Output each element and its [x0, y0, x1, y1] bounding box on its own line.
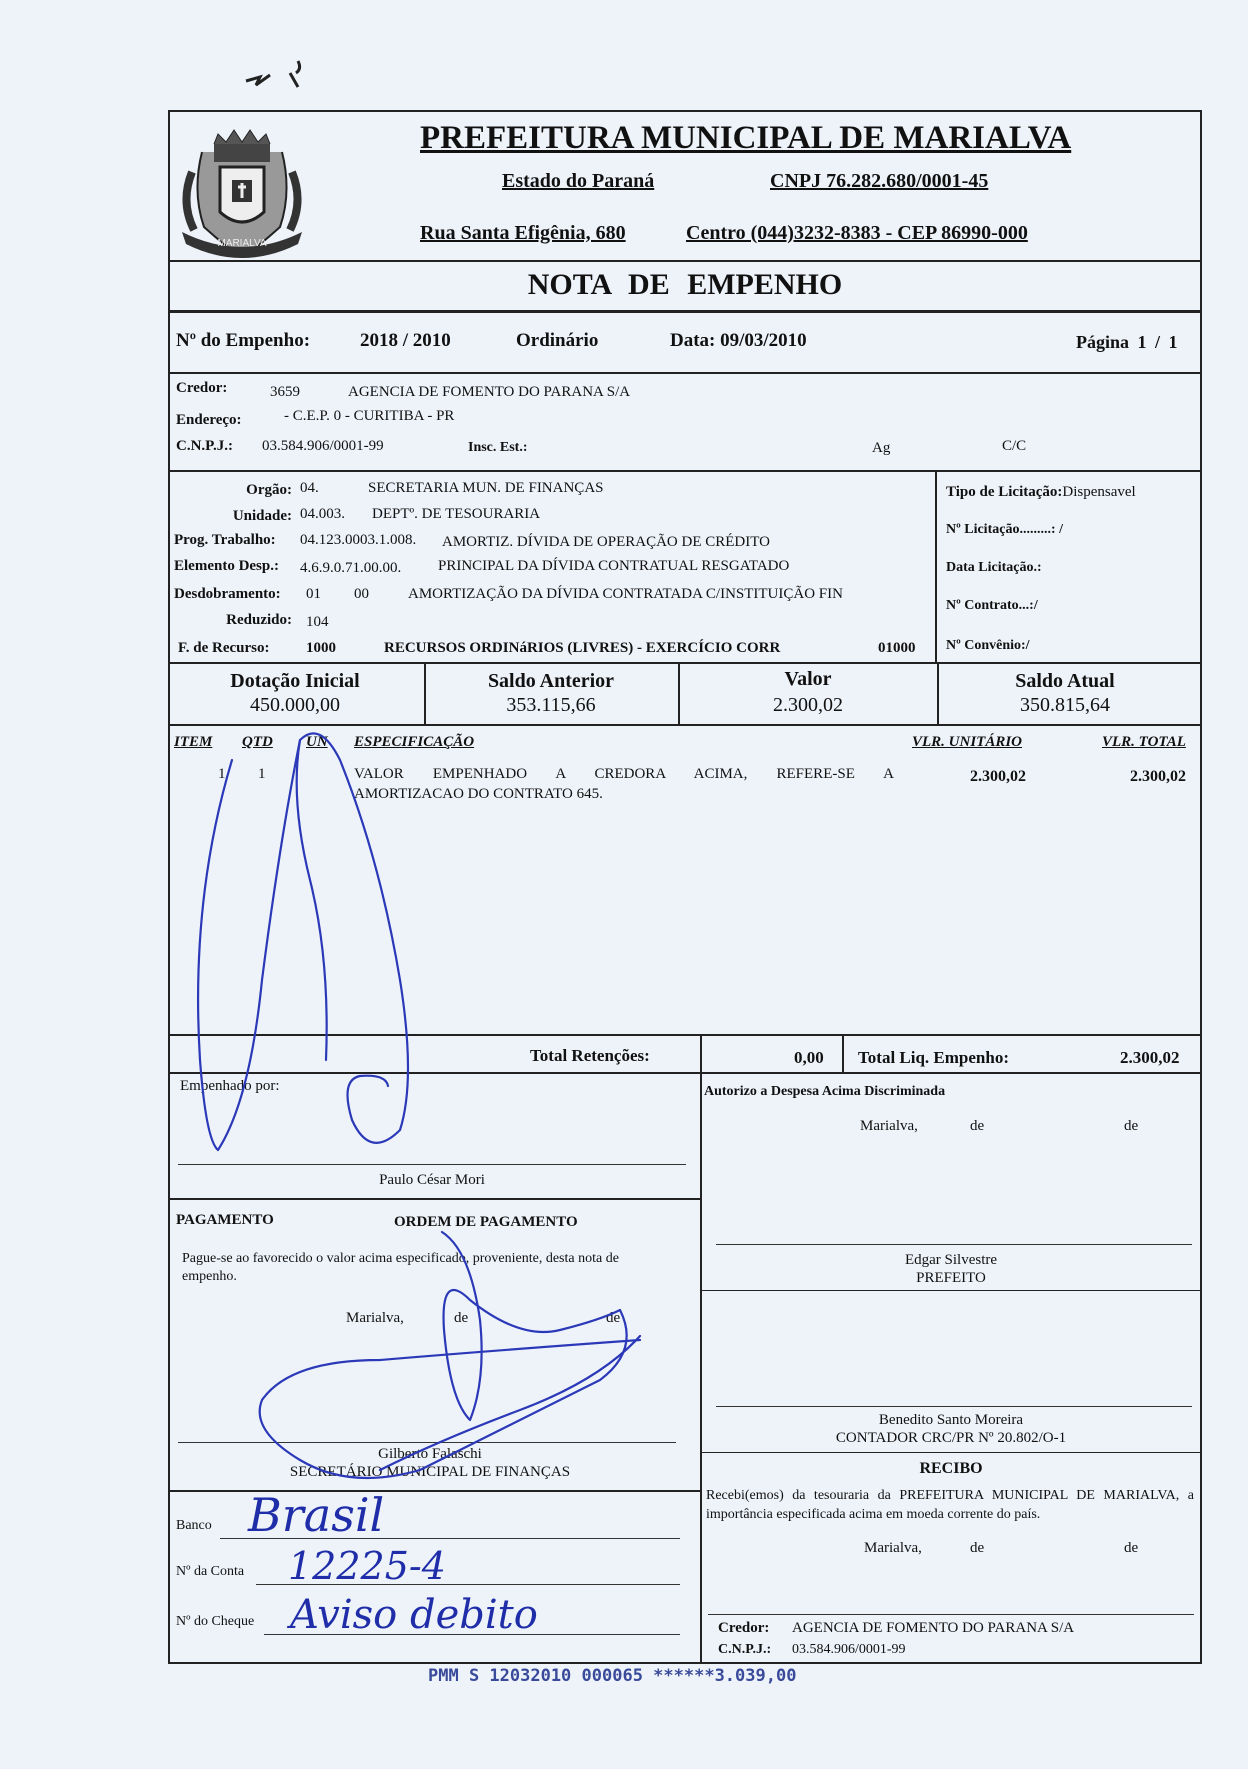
unidade-label: Unidade:	[232, 508, 292, 524]
desdobramento-code: 01	[306, 586, 321, 602]
recurso-label: F. de Recurso:	[178, 640, 270, 656]
credor-name: AGENCIA DE FOMENTO DO PARANA S/A	[348, 384, 631, 400]
top-mark	[240, 55, 330, 95]
orgao-code: 04.	[300, 480, 319, 496]
pagamento-de-1: de	[454, 1310, 469, 1326]
elemento-description: PRINCIPAL DA DÍVIDA CONTRATUAL RESGATADO	[438, 558, 790, 574]
saldo-anterior-label: Saldo Anterior	[487, 670, 615, 692]
empenho-number-label: Nº do Empenho:	[176, 330, 311, 351]
tipo-licitacao-value: Dispensavel	[1062, 484, 1136, 500]
col-qtd-header: QTD	[242, 734, 273, 750]
empenho-type: Ordinário	[516, 330, 599, 351]
dotacao-inicial-value: 450.000,00	[250, 694, 340, 716]
total-retencoes-label: Total Retenções:	[530, 1046, 650, 1065]
secretario-name: Gilberto Falaschi	[378, 1446, 482, 1462]
svg-text:MARIALVA: MARIALVA	[217, 238, 267, 249]
recurso-code-2: 01000	[878, 640, 916, 656]
item-description-line-2: AMORTIZACAO DO CONTRATO 645.	[354, 786, 603, 802]
secretario-title: SECRETÁRIO MUNICIPAL DE FINANÇAS	[289, 1464, 571, 1480]
prefeito-name: Edgar Silvestre	[904, 1252, 998, 1268]
recibo-cnpj-label: C.N.P.J.:	[718, 1642, 772, 1657]
elemento-code: 4.6.9.0.71.00.00.	[300, 560, 402, 576]
total-retencoes-value: 0,00	[794, 1048, 824, 1067]
checking-account-label: C/C	[1002, 438, 1027, 454]
programa-label: Prog. Trabalho:	[174, 532, 276, 548]
item-total-value: 2.300,02	[1130, 768, 1186, 785]
contador-name: Benedito Santo Moreira	[878, 1412, 1024, 1428]
credor-address: - C.E.P. 0 - CURITIBA - PR	[284, 408, 455, 424]
banco-label: Banco	[176, 1518, 212, 1533]
recibo-title: RECIBO	[919, 1460, 983, 1477]
col-valor-total-header: VLR. TOTAL	[1102, 734, 1186, 750]
cheque-handwritten-value: Aviso debito	[290, 1592, 538, 1638]
item-quantity: 1	[258, 766, 266, 782]
programa-code: 04.123.0003.1.008.	[300, 532, 417, 548]
cnpj-label: C.N.P.J.:	[176, 438, 233, 454]
data-licitacao: Data Licitação.:	[946, 560, 1042, 575]
item-description-line-1: VALOR EMPENHADO A CREDORA ACIMA, REFERE-SE A	[354, 766, 894, 782]
total-liquido-value: 2.300,02	[1120, 1048, 1180, 1067]
cheque-label: Nº do Cheque	[176, 1614, 255, 1629]
programa-description: AMORTIZ. DÍVIDA DE OPERAÇÃO DE CRÉDITO	[442, 534, 770, 550]
pagamento-label: PAGAMENTO	[176, 1212, 274, 1228]
state-name: Estado do Paraná	[502, 170, 655, 192]
col-especificacao-header: ESPECIFICAÇÃO	[354, 734, 475, 750]
autorizo-text: Autorizo a Despesa Acima Discriminada	[704, 1084, 946, 1099]
saldo-atual-label: Saldo Atual	[1015, 670, 1115, 692]
ordem-pagamento-title: ORDEM DE PAGAMENTO	[394, 1214, 578, 1230]
reduzido-label: Reduzido:	[226, 612, 292, 628]
orgao-label: Orgão:	[246, 482, 292, 498]
document-title: NOTA DE EMPENHO	[527, 268, 843, 301]
desdobramento-description: AMORTIZAÇÃO DA DÍVIDA CONTRATADA C/INSTITUIÇÃO FIN	[408, 586, 843, 602]
empenhado-por-name: Paulo César Mori	[379, 1172, 485, 1188]
recurso-description: RECURSOS ORDINáRIOS (LIVRES) - EXERCÍCIO CORR	[384, 640, 781, 656]
pagamento-text: Pague-se ao favorecido o valor acima especificado, proveniente, desta nota de empenho.	[182, 1251, 619, 1284]
tipo-licitacao-label-text: Tipo de Licitação:	[946, 484, 1063, 500]
col-un-header: UN	[306, 734, 328, 750]
pagamento-local: Marialva,	[346, 1310, 404, 1326]
coat-of-arms-emblem	[172, 112, 312, 262]
banco-handwritten-value: Brasil	[248, 1488, 385, 1542]
saldo-atual-value: 350.815,64	[1020, 694, 1110, 716]
insc-est-label: Insc. Est.:	[468, 440, 528, 455]
valor-value: 2.300,02	[773, 694, 843, 716]
item-number: 1	[218, 766, 226, 782]
autorizo-de-1: de	[970, 1118, 985, 1134]
recibo-de-2: de	[1124, 1540, 1139, 1556]
valor-label: Valor	[784, 668, 832, 690]
credor-label: Credor:	[176, 380, 228, 396]
saldo-anterior-value: 353.115,66	[506, 694, 596, 716]
unidade-description: DEPTº. DE TESOURARIA	[372, 506, 541, 522]
header-cnpj: CNPJ 76.282.680/0001-45	[770, 170, 989, 192]
orgao-description: SECRETARIA MUN. DE FINANÇAS	[368, 480, 604, 496]
credor-code: 3659	[270, 384, 300, 400]
empenhado-por-label: Empenhado por:	[180, 1078, 280, 1094]
autorizo-de-2: de	[1124, 1118, 1139, 1134]
dotacao-inicial-label: Dotação Inicial	[230, 670, 360, 692]
recibo-de-1: de	[970, 1540, 985, 1556]
desdobramento-label: Desdobramento:	[174, 586, 281, 602]
desdobramento-subcode: 00	[354, 586, 369, 602]
recibo-credor-label: Credor:	[718, 1620, 770, 1636]
page-number: Página 1 / 1	[1076, 332, 1178, 352]
street-address: Rua Santa Efigênia, 680	[420, 222, 626, 244]
agency-label: Ag	[872, 440, 891, 456]
recurso-code: 1000	[306, 640, 336, 656]
total-liquido-label: Total Liq. Empenho:	[858, 1048, 1009, 1067]
empenho-date: Data: 09/03/2010	[670, 330, 807, 351]
reduzido-code: 104	[306, 614, 329, 630]
unidade-code: 04.003.	[300, 506, 345, 522]
conta-label: Nº da Conta	[176, 1564, 245, 1579]
tipo-licitacao-label	[946, 484, 1136, 501]
contador-title: CONTADOR CRC/PR Nº 20.802/O-1	[835, 1430, 1067, 1446]
item-unit-value: 2.300,02	[970, 768, 1026, 785]
numero-convenio: Nº Convênio:/	[946, 638, 1030, 653]
numero-contrato: Nº Contrato...:/	[946, 598, 1038, 613]
recibo-text: Recebi(emos) da tesouraria da PREFEITURA MUNICIPAL DE MARIALVA, a importância especificada acima em moeda corrente do país.	[706, 1488, 1194, 1522]
contact-info: Centro (044)3232-8383 - CEP 86990-000	[686, 222, 1028, 244]
conta-handwritten-value: 12225-4	[288, 1544, 446, 1588]
recibo-local: Marialva,	[864, 1540, 922, 1556]
col-item-header: ITEM	[174, 734, 213, 750]
endereco-label: Endereço:	[176, 412, 242, 428]
numero-licitacao: Nº Licitação.........: /	[946, 522, 1063, 537]
col-valor-unitario-header: VLR. UNITÁRIO	[912, 734, 1023, 750]
municipality-title: PREFEITURA MUNICIPAL DE MARIALVA	[420, 120, 1072, 156]
authentication-stamp: PMM S 12032010 000065 ******3.039,00	[428, 1666, 797, 1686]
recibo-cnpj: 03.584.906/0001-99	[792, 1642, 906, 1657]
pagamento-de-2: de	[606, 1310, 621, 1326]
empenho-number: 2018 / 2010	[360, 330, 451, 351]
recibo-credor-name: AGENCIA DE FOMENTO DO PARANA S/A	[792, 1620, 1075, 1636]
autorizo-local: Marialva,	[860, 1118, 918, 1134]
elemento-label: Elemento Desp.:	[174, 558, 279, 574]
prefeito-title: PREFEITO	[916, 1270, 986, 1286]
credor-cnpj: 03.584.906/0001-99	[262, 438, 384, 454]
